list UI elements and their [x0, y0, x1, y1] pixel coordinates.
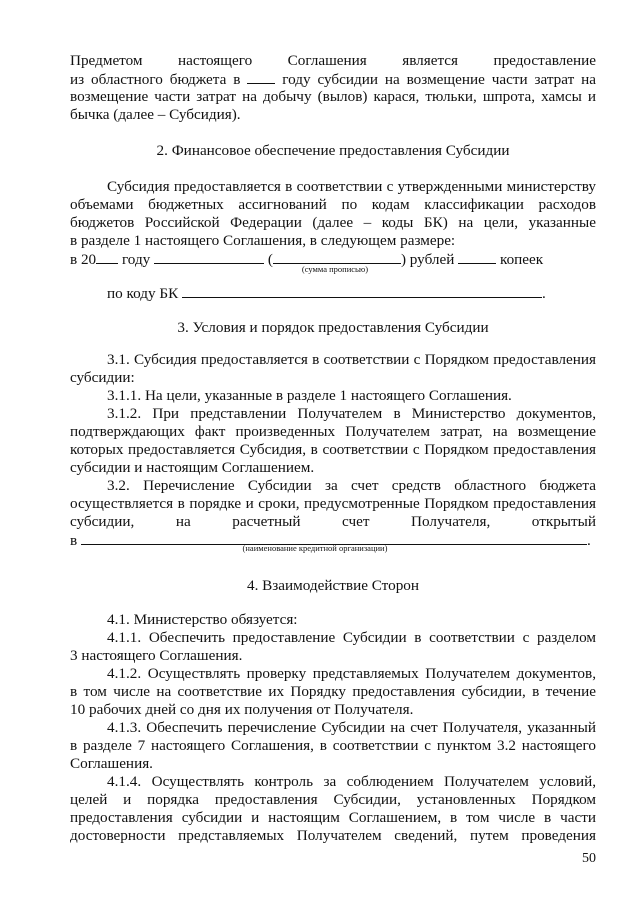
rubles-label: ) рублей	[400, 251, 455, 268]
s4-line-6: 10 рабочих дней со дня их получения от Получателя.	[70, 701, 414, 718]
intro-line-3: возмещение части затрат на добычу (вылов) карася, тюльки, шпрота, хамсы и	[70, 88, 596, 105]
s3-line-1: 3.1. Субсидия предоставляется в соответствии с Порядком предоставления	[107, 351, 596, 368]
year-digits-blank	[96, 250, 118, 264]
kbk-blank	[182, 284, 542, 298]
s3-line-2: субсидии:	[70, 369, 135, 386]
year-prefix: в 20	[70, 251, 97, 268]
amount-figures-blank	[154, 250, 264, 264]
s4-line-1: 4.1. Министерство обязуется:	[107, 611, 298, 628]
intro-line-4: бычка (далее – Субсидия).	[70, 106, 241, 123]
page-number: 50	[582, 851, 596, 866]
s2-line-4: в разделе 1 настоящего Соглашения, в следующем размере:	[70, 232, 456, 249]
s4-line-11: целей и порядка предоставления Субсидии, установленных Порядком	[70, 791, 596, 808]
s3-line-10: субсидии, на расчетный счет Получателя, открытый	[70, 513, 596, 530]
s2-line-1: Субсидия предоставляется в соответствии с утвержденными министерству	[107, 178, 596, 195]
bank-caption: (наименование кредитной организации)	[242, 543, 388, 553]
s3-line-4: 3.1.2. При представлении Получателем в Министерство документов,	[107, 405, 596, 422]
s3-line-3: 3.1.1. На цели, указанные в разделе 1 настоящего Соглашения.	[107, 387, 512, 404]
kopecks-label: копеек	[499, 251, 544, 268]
s4-line-10: 4.1.4. Осуществлять контроль за соблюдением Получателем условий,	[107, 773, 596, 790]
s4-line-2: 4.1.1. Обеспечить предоставление Субсидии в соответствии с разделом	[107, 629, 596, 646]
kbk-end: .	[542, 285, 546, 302]
intro-line-2	[70, 70, 596, 89]
s4-line-9: Соглашения.	[70, 755, 153, 772]
kbk-line	[107, 284, 596, 303]
section-2-heading: 2. Финансовое обеспечение предоставления Субсидии	[156, 142, 510, 159]
intro-line-2-b: году субсидии на возмещение части затрат на	[282, 71, 597, 88]
section-4-heading: 4. Взаимодействие Сторон	[246, 577, 420, 594]
amount-caption: (сумма прописью)	[301, 264, 369, 274]
section-3-heading: 3. Условия и порядок предоставления Субсидии	[177, 319, 489, 336]
amount-words-blank	[273, 250, 401, 264]
s2-line-2: объемами бюджетных ассигнований по кодам классификации расходов	[70, 196, 596, 213]
intro-line-1: Предметом настоящего Соглашения является предоставление	[70, 52, 596, 69]
intro-line-2-a: из областного бюджета в	[70, 71, 241, 88]
s4-line-13: достоверности представляемых Получателем сведений, путем проведения	[70, 827, 596, 844]
s2-line-3: бюджетов Российской Федерации (далее – коды БК) на цели, указанные	[70, 214, 596, 231]
kbk-label: по коду БК	[107, 285, 179, 302]
open-paren: (	[267, 251, 273, 268]
s4-line-3: 3 настоящего Соглашения.	[70, 647, 243, 664]
year-suffix: году	[121, 251, 151, 268]
s3-line-8: 3.2. Перечисление Субсидии за счет средств областного бюджета	[107, 477, 596, 494]
year-blank	[247, 70, 275, 84]
bank-prefix: в	[70, 532, 78, 549]
s4-line-4: 4.1.2. Осуществлять проверку представляемых Получателем документов,	[107, 665, 596, 682]
s4-line-7: 4.1.3. Обеспечить перечисление Субсидии на счет Получателя, указанный	[107, 719, 596, 736]
s4-line-12: предоставления субсидии и настоящим Соглашением, в том числе в части	[70, 809, 596, 826]
s3-line-6: которых предоставляется Субсидия, в соответствии с Порядком предоставления	[70, 441, 596, 458]
s4-line-5: в том числе на соответствие их Порядку предоставления субсидии, в течение	[70, 683, 596, 700]
s3-line-7: субсидии и настоящим Соглашением.	[70, 459, 315, 476]
s4-line-8: в разделе 7 настоящего Соглашения, в соответствии с пунктом 3.2 настоящего	[70, 737, 596, 754]
kopecks-blank	[458, 250, 496, 264]
s3-line-5: подтверждающих факт произведенных Получателем затрат, на возмещение	[70, 423, 596, 440]
s3-line-9: осуществляется в порядке и сроки, предусмотренные Порядком предоставления	[70, 495, 596, 512]
bank-end: .	[586, 532, 591, 549]
